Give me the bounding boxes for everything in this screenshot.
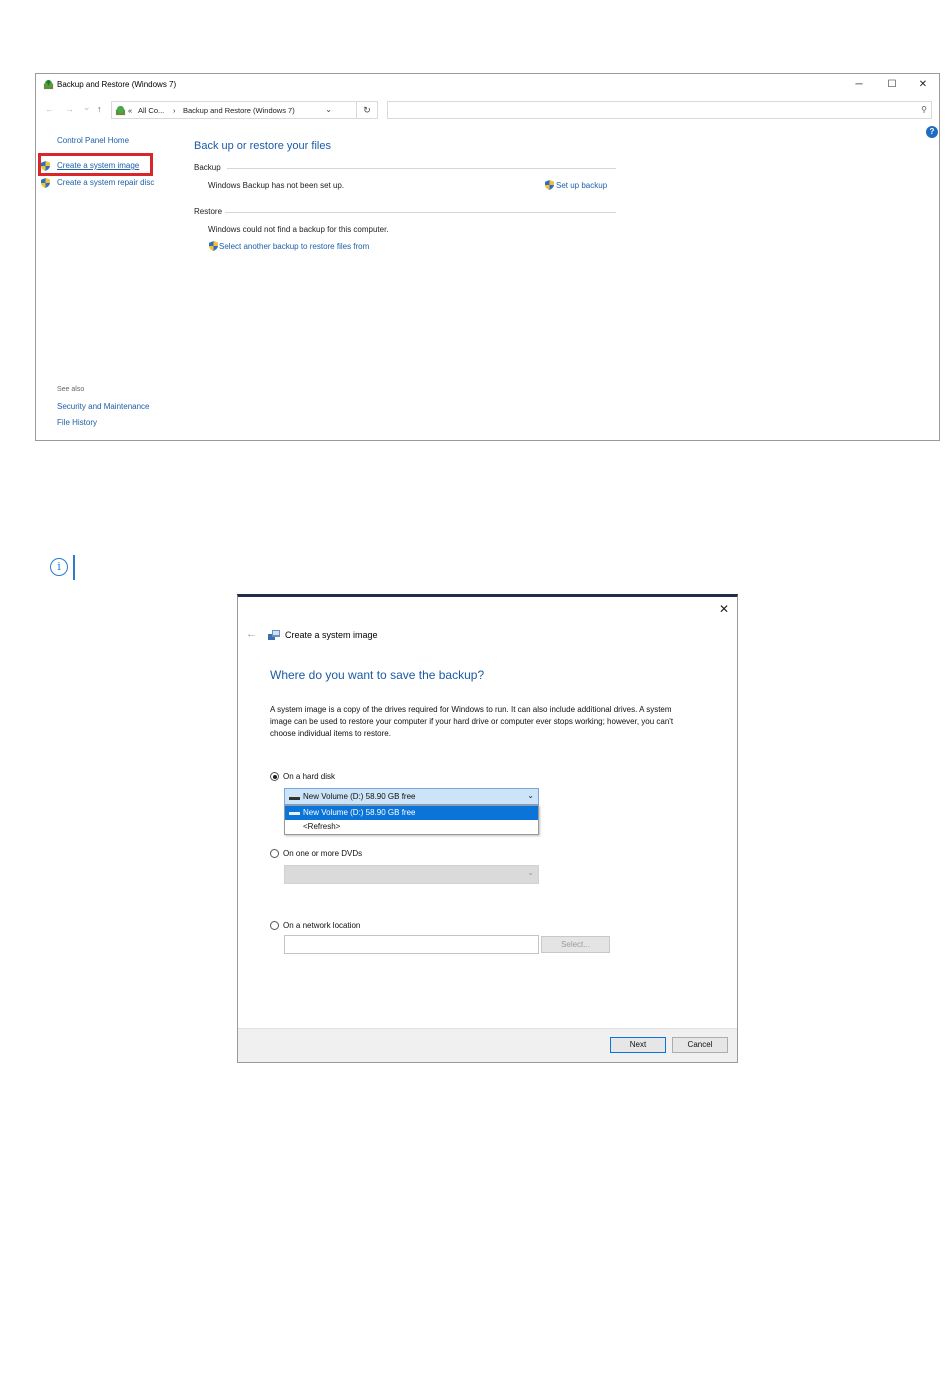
page-heading: Where do you want to save the backup? — [270, 668, 485, 682]
chevron-down-icon[interactable]: ⌄ — [527, 791, 534, 800]
help-icon[interactable]: ? — [926, 126, 938, 138]
hard-disk-label[interactable]: On a hard disk — [283, 772, 336, 781]
backup-section-label: Backup — [194, 163, 221, 172]
create-repair-disc-link[interactable]: Create a system repair disc — [57, 178, 155, 187]
breadcrumb-backup-restore[interactable]: Backup and Restore (Windows 7) — [183, 106, 295, 115]
back-arrow-icon[interactable]: ← — [246, 628, 257, 640]
dropdown-option-refresh[interactable] — [285, 821, 538, 835]
selected-drive-text: New Volume (D:) 58.90 GB free — [303, 792, 416, 801]
drive-icon — [289, 812, 300, 815]
close-button[interactable]: ✕ — [918, 79, 928, 90]
forward-icon[interactable]: → — [65, 104, 74, 114]
section-divider — [227, 168, 616, 169]
maximize-button[interactable]: ☐ — [887, 79, 897, 90]
option-label: New Volume (D:) 58.90 GB free — [303, 808, 416, 817]
network-location-input — [284, 935, 539, 954]
title-bar — [36, 74, 939, 96]
close-icon[interactable]: ✕ — [718, 602, 729, 616]
network-radio[interactable] — [270, 921, 279, 930]
breadcrumb-overflow[interactable]: « — [128, 106, 133, 115]
search-icon[interactable]: ⚲ — [921, 105, 927, 114]
back-icon[interactable]: ← — [45, 104, 54, 114]
window-title: Backup and Restore (Windows 7) — [57, 80, 177, 89]
backup-status-text: Windows Backup has not been set up. — [208, 181, 345, 190]
next-button[interactable]: Next — [610, 1037, 666, 1053]
file-history-link[interactable]: File History — [57, 418, 98, 427]
shield-icon — [209, 241, 218, 251]
drive-select[interactable] — [284, 788, 539, 805]
info-bar — [73, 555, 75, 580]
select-another-backup-link[interactable]: Select another backup to restore files from — [219, 242, 370, 251]
security-maintenance-link[interactable]: Security and Maintenance — [57, 402, 150, 411]
info-icon: i — [50, 558, 68, 576]
description-text: A system image is a copy of the drives required for Windows to run. It can also include additional drives. A system image can be used to restore your computer if your hard drive or computer ever stops working; however, you can't choose individual items to restore. — [270, 705, 674, 738]
search-input[interactable] — [387, 101, 932, 119]
address-row — [36, 101, 939, 119]
backup-restore-window — [35, 73, 940, 441]
hard-disk-radio[interactable] — [270, 772, 279, 781]
dialog-title: Create a system image — [285, 630, 378, 640]
chevron-down-icon[interactable]: ⌄ — [325, 105, 332, 114]
recent-locations-icon[interactable]: ⌄ — [83, 102, 91, 112]
chevron-down-icon: ⌄ — [527, 868, 534, 877]
dvd-radio[interactable] — [270, 849, 279, 858]
option-label: <Refresh> — [303, 822, 341, 831]
minimize-button[interactable]: ─ — [855, 79, 863, 90]
backup-restore-icon — [43, 79, 54, 90]
dialog-footer — [238, 1028, 737, 1062]
dvd-select — [284, 865, 539, 884]
address-bar[interactable] — [111, 101, 357, 119]
system-image-icon — [268, 629, 280, 641]
create-system-image-dialog — [237, 594, 738, 1063]
breadcrumb-all-control-panel[interactable]: All Co... — [138, 106, 165, 115]
backup-restore-icon — [115, 105, 126, 116]
network-label[interactable]: On a network location — [283, 921, 361, 930]
create-system-image-link[interactable]: Create a system image — [57, 161, 140, 170]
set-up-backup-link[interactable]: Set up backup — [556, 181, 608, 190]
page-heading: Back up or restore your files — [194, 140, 331, 152]
control-panel-home-link[interactable]: Control Panel Home — [57, 136, 130, 145]
drive-dropdown-list — [284, 805, 539, 835]
dvd-label[interactable]: On one or more DVDs — [283, 849, 363, 858]
cancel-button[interactable]: Cancel — [672, 1037, 728, 1053]
shield-icon — [41, 178, 50, 188]
section-divider — [225, 212, 616, 213]
select-button: Select... — [541, 936, 610, 953]
breadcrumb-separator: › — [173, 106, 176, 115]
refresh-icon[interactable]: ↻ — [357, 101, 378, 119]
dropdown-option-new-volume[interactable] — [285, 806, 538, 820]
restore-status-text: Windows could not find a backup for this computer. — [208, 225, 389, 234]
shield-icon — [545, 180, 554, 190]
highlight-box — [38, 153, 153, 176]
drive-icon — [289, 797, 300, 800]
see-also-label: See also — [57, 386, 85, 393]
up-arrow-icon[interactable]: ↑ — [97, 104, 102, 114]
restore-section-label: Restore — [194, 207, 223, 216]
